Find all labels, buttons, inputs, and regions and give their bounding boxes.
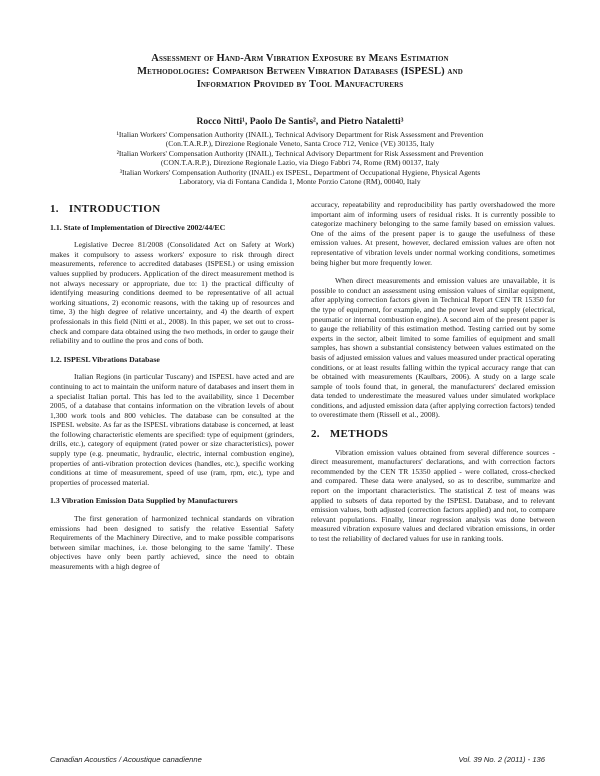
affiliation-line: ³Italian Workers' Compensation Authority (INAIL) ex ISPESL, Department of Occupational Hygiene, Physical Agents <box>119 167 481 177</box>
author-list: Rocco Nitti¹, Paolo De Santis², and Pietro Nataletti³ <box>196 117 404 127</box>
right-column <box>311 200 555 553</box>
title-line: Methodologies: Comparison Between Vibration Databases (ISPESL) and <box>137 66 463 77</box>
section-title: METHODS <box>329 428 389 441</box>
title-line: Assessment of Hand-Arm Vibration Exposure by Means Estimation <box>151 53 449 64</box>
affiliation-line: Laboratory, via di Fontana Candida 1, Monte Porzio Catone (RM), 00040, Italy <box>179 177 421 187</box>
subsection-heading: 1.3 Vibration Emission Data Supplied by Manufacturers <box>50 496 238 506</box>
subsection-heading: 1.1. State of Implementation of Directive 2002/44/EC <box>50 222 226 232</box>
affiliation-line: (Con.T.A.R.P.), Direzione Regionale Veneto, Santa Croce 712, Venice (VE) 30135, Italy <box>165 139 435 149</box>
left-column <box>50 205 294 581</box>
footer-journal: Canadian Acoustics / Acoustique canadienne <box>50 755 202 764</box>
affiliation-line: ¹Italian Workers' Compensation Authority (INAIL), Technical Advisory Department for Risk Assessment and Prevention <box>116 130 484 139</box>
title-line: Information Provided by Tool Manufacturers <box>196 79 404 90</box>
section-title: INTRODUCTION <box>68 203 161 215</box>
paragraph: Legislative Decree 81/2008 (Consolidated Act on Safety at Work) makes it compulsory to assess workers' exposure to risk through direct measurements, reference to accredited databases (ISPESL) or using emission values supplied by producers. Application of the direct measurement method is not always necessary or appropriate, due to: 1) the practical difficulty of identifying measuring conditions deemed to be representative of all actual working situations, 2) economic reasons, with the taking up of resources and time, 3) the high degree of relative uncertainty, and 4) the dearth of expert professionals in this field (Nitti et al., 2008). In this paper, we set out to cross-check and compare data obtained using the two methods, in order to gauge their reliability and to outline the pros and cons of both. <box>50 240 294 346</box>
footer-volume: Vol. 39 No. 2 (2011) - 136 <box>458 755 545 764</box>
section-heading-methods <box>311 430 555 440</box>
section-number: 2. <box>311 428 320 441</box>
paragraph: When direct measurements and emission values are unavailable, it is possible to conduct an assessment using emission values of similar equipment, after applying correction factors given in Technical Report CEN TR 15350 for the type of equipment, for example, and the power level and supply (electrical, pneumatic or internal combustion engine). A second aim of the present paper is to gauge the reliability of this estimation method. Testing carried out by some experts in the sector, albeit limited to some families of equipment and small samples, has shown a substantial consistency between values estimated on the basis of adjusted emission values and values measured under practical operating conditions, or at least results falling within the typical accuracy range that can be obtained with measurements (Kaulbars, 2006). A study on a large scale sample of tools found that, in general, the manufacturers' declared emission data tended to underestimate the measured values under simulated workplace conditions, and adjusted emission data (after applying correction factors) tended to overestimate them (Rissell et al., 2008). <box>311 276 555 420</box>
section-heading-introduction <box>50 205 294 215</box>
paragraph: Vibration emission values obtained from several difference sources - direct measurement, manufacturers' declarations, and with correction factors recommended by the CEN TR 15350 applied - were collated, cross-checked and compared. These data were analysed, so as to describe, summarize and report on the important characteristics. The statistical Z test of means was applied to subsets of data reported by the ISPESL Database, and to relevant emission values, both adjusted (correction factors applied) and not, to compare relevant populations. Finally, linear regression analysis was done between measured vibration exposure values and declared vibration emissions, in order to test the reliability of declared values for use in ranking tools. <box>311 447 555 543</box>
affiliation-line: (CON.T.A.R.P.), Direzione Regionale Lazio, via Diego Fabbri 74, Rome (RM) 00137, Italy <box>160 158 440 168</box>
affiliations <box>40 130 560 186</box>
paragraph: The first generation of harmonized technical standards on vibration emissions had been designed to satisfy the relative Essential Safety Requirements of the Machinery Directive, and to make possible comparisons between similar machines, i.e. those belonging to the same 'family'. These objectives have only been partly achieved, since the need to obtain measurements with a high degree of <box>50 514 294 571</box>
paper-title <box>40 52 560 91</box>
section-number: 1. <box>50 203 59 215</box>
subsection-heading: 1.2. ISPESL Vibrations Database <box>50 354 160 364</box>
affiliation-line: ²Italian Workers' Compensation Authority (INAIL), Technical Advisory Department for Risk Assessment and Prevention <box>116 148 484 158</box>
paragraph: accuracy, repeatability and reproducibility has partly overshadowed the more important aim of informing users of residual risks. It is currently possible to categorize machinery belonging to the same family based on emission values. One of the aims of the present paper is to gauge the usefulness of these emission values. At present, however, declared emission values are often not representative of vibration levels under normal working conditions, sometimes being higher but more frequently lower. <box>311 200 555 267</box>
paragraph: Italian Regions (in particular Tuscany) and ISPESL have acted and are continuing to act to maintain the uniform nature of databases and insert them in a specialist Italian portal. This has led to the availability, since 1 December 2005, of a database that contains information on the vibration levels of about 1,300 work tools and 800 vehicles. The database can be consulted at the ISPESL website. As far as the ISPESL vibrations database is concerned, at least the following characteristic elements are specified: type of equipment (grinders, drills, etc.), category of equipment (rated power or size characteristics), power supply type (e.g. pneumatic, hydraulic, electric, internal combustion engine), properties of anti-vibration protection devices (handles, etc.), specific working conditions at time of measurement, speed of use (ram, rpm, etc.), type and properties of processed material. <box>50 372 294 487</box>
